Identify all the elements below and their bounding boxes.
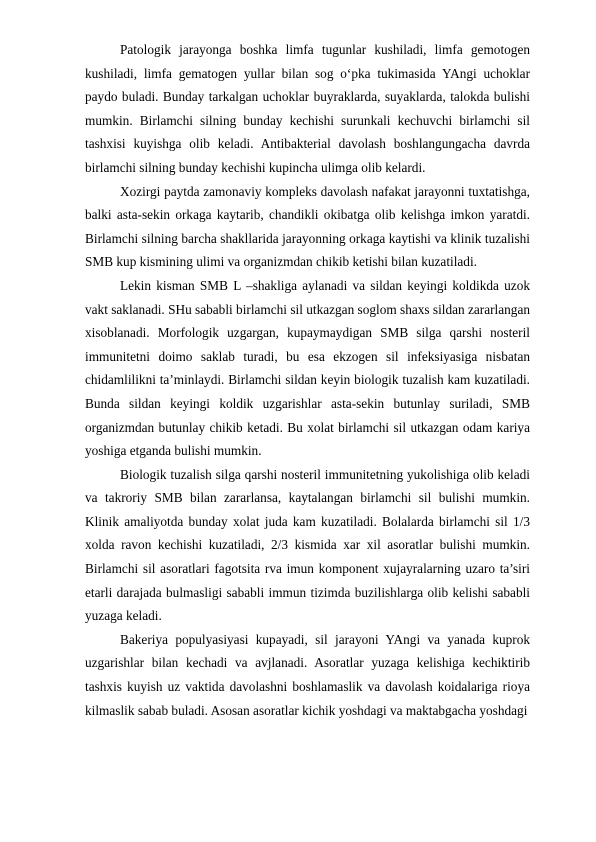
paragraph-3: Lekin kisman SMB L –shakliga aylanadi va sildan keyingi koldikda uzok vakt saklanadi. SHu sababli birlamchi sil utkazgan soglom shaxs sildan zararlangan xisoblanadi. Morfologik uzgargan, kupaymaydigan SMB silga qarshi nosteril immunitetni doimo saklab turadi, bu esa ekzogen sil infeksiyasiga nisbatan chidamlilikni ta’minlaydi. Birlamchi sildan keyin biologik tuzalish kam kuzatiladi. Bunda sildan keyingi koldik uzgarishlar asta-sekin butunlay suriladi, SMB organizmdan butunlay chikib ketadi. Bu xolat birlamchi sil utkazgan odam kariya yoshiga etganda bulishi mumkin. (85, 277, 530, 459)
paragraph-4: Biologik tuzalish silga qarshi nosteril immunitetning yukolishiga olib keladi va takroriy SMB bilan zararlansa, kaytalangan birlamchi sil bulishi mumkin. Klinik amaliyotda bunday xolat juda kam kuzatiladi. Bolalarda birlamchi sil 1/3 xolda ravon kechishi kuzatiladi, 2/3 kismida xar xil asoratlar bulishi mumkin. Birlamchi sil asoratlari fagotsita rva imun komponent xujayralarning uzaro ta’siri etarli darajada bulmasligi sababli immun tizimda buzilishlarga olib kelishi sababli yuzaga keladi. (85, 466, 530, 624)
paragraph-2: Xozirgi paytda zamonaviy kompleks davolash nafakat jarayonni tuxtatishga, balki asta-sekin orkaga kaytarib, chandikli okibatga olib kelishga imkon yaratdi. Birlamchi silning barcha shakllarida jarayonning orkaga kaytishi va klinik tuzalishi SMB kup kismining ulimi va organizmdan chikib ketishi bilan kuzatiladi. (85, 183, 530, 270)
paragraph-1: Patologik jarayonga boshka limfa tugunlar kushiladi, limfa gemotogen kushiladi, limfa gematogen yullar bilan sog o‘pka tukimasida YAngi uchoklar paydo buladi. Bunday tarkalgan uchoklar buyraklarda, suyaklarda, talokda bulishi mumkin. Birlamchi silning bunday kechishi surunkali kechuvchi birlamchi sil tashxisi kuyishga olib keladi. Antibakterial davolash boshlangungacha davrda birlamchi silning bunday kechishi kupincha ulimga olib kelardi. (85, 42, 530, 175)
document-page (85, 38, 530, 722)
paragraph-5: Bakeriya populyasiyasi kupayadi, sil jarayoni YAngi va yanada kuprok uzgarishlar bilan kechadi va avjlanadi. Asoratlar yuzaga kelishiga kechiktirib tashxis kuyish uz vaktida davolashni boshlamaslik va davolash koidalariga rioya kilmaslik sabab buladi. Asosan asoratlar kichik yoshdagi va maktabgacha yoshdagi (85, 631, 530, 718)
